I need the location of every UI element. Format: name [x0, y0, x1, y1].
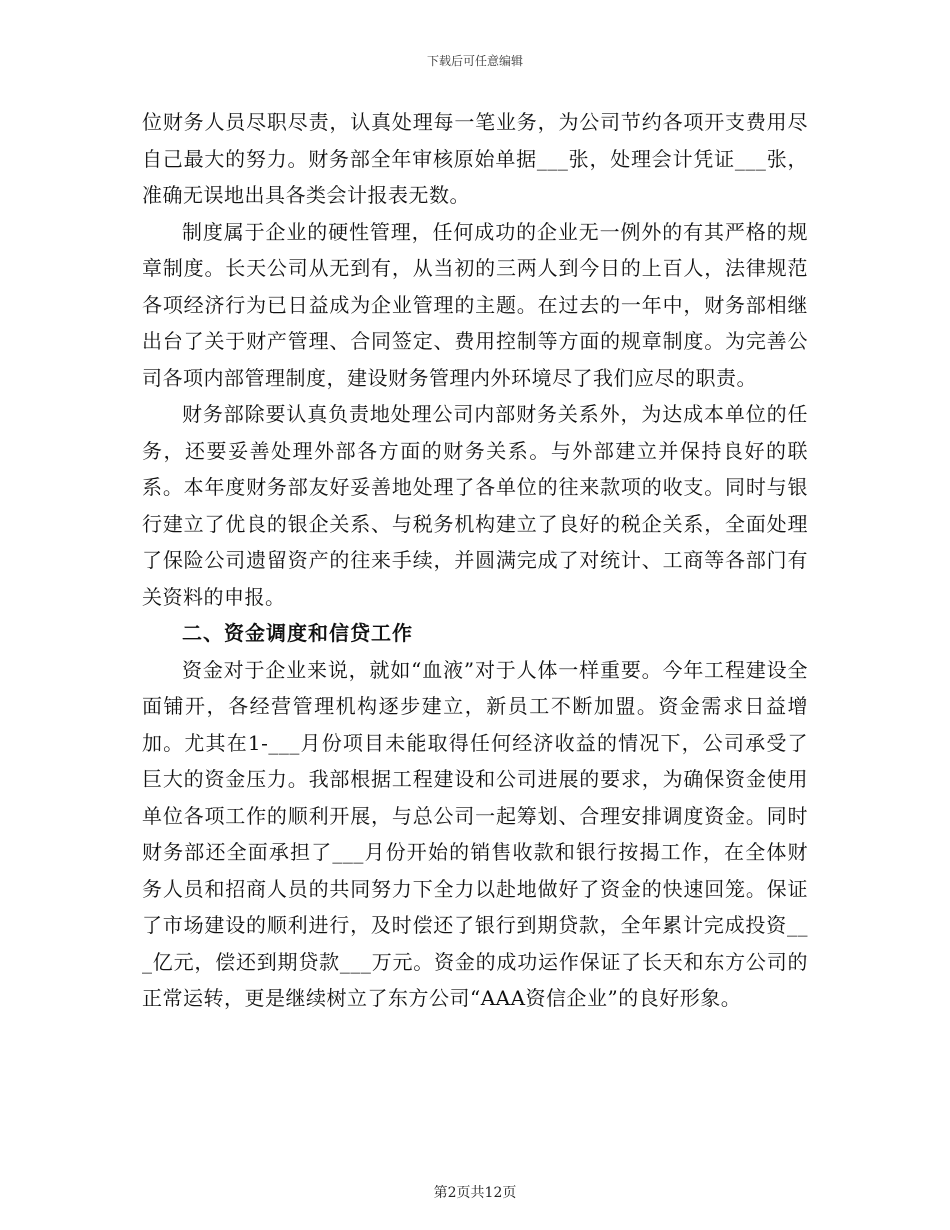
paragraph-regulations: 制度属于企业的硬性管理，任何成功的企业无一例外的有其严格的规章制度。长天公司从无到有，从当初的三两人到今日的上百人，法律规范各项经济行为已日益成为企业管理的主题。在过去的一年中，财务部相继出台了关于财产管理、合同签定、费用控制等方面的规章制度。为完善公司各项内部管理制度，建设财务管理内外环境尽了我们应尽的职责。	[142, 219, 808, 390]
section-heading: 二、资金调度和信贷工作	[182, 621, 413, 645]
page-header: 下载后可任意编辑	[426, 54, 523, 68]
document-body	[142, 104, 808, 1017]
paragraph-funding: 资金对于企业来说，就如“血液”对于人体一样重要。今年工程建设全面铺开，各经营管理机构逐步建立，新员工不断加盟。资金需求日益增加。尤其在1-___月份项目未能取得任何经济收益的情况下，公司承受了巨大的资金压力。我部根据工程建设和公司进展的要求，为确保资金使用单位各项工作的顺利开展，与总公司一起筹划、合理安排调度资金。同时财务部还全面承担了___月份开始的销售收款和银行按揭工作，在全体财务人员和招商人员的共同努力下全力以赴地做好了资金的快速回笼。保证了市场建设的顺利进行，及时偿还了银行到期贷款，全年累计完成投资___亿元，偿还到期贷款___万元。资金的成功运作保证了长天和东方公司的正常运转，更是继续树立了东方公司“AAA资信企业”的良好形象。	[142, 657, 808, 1010]
page-footer: 第2页共12页	[433, 1185, 517, 1201]
paragraph-continuation: 位财务人员尽职尽责，认真处理每一笔业务，为公司节约各项开支费用尽自己最大的努力。财务部全年审核原始单据___张，处理会计凭证___张，准确无误地出具各类会计报表无数。	[142, 110, 808, 207]
paragraph-external-relations: 财务部除要认真负责地处理公司内部财务关系外，为达成本单位的任务，还要妥善处理外部各方面的财务关系。与外部建立并保持良好的联系。本年度财务部友好妥善地处理了各单位的往来款项的收支。同时与银行建立了优良的银企关系、与税务机构建立了良好的税企关系，全面处理了保险公司遗留资产的往来手续，并圆满完成了对统计、工商等各部门有关资料的申报。	[142, 402, 808, 609]
